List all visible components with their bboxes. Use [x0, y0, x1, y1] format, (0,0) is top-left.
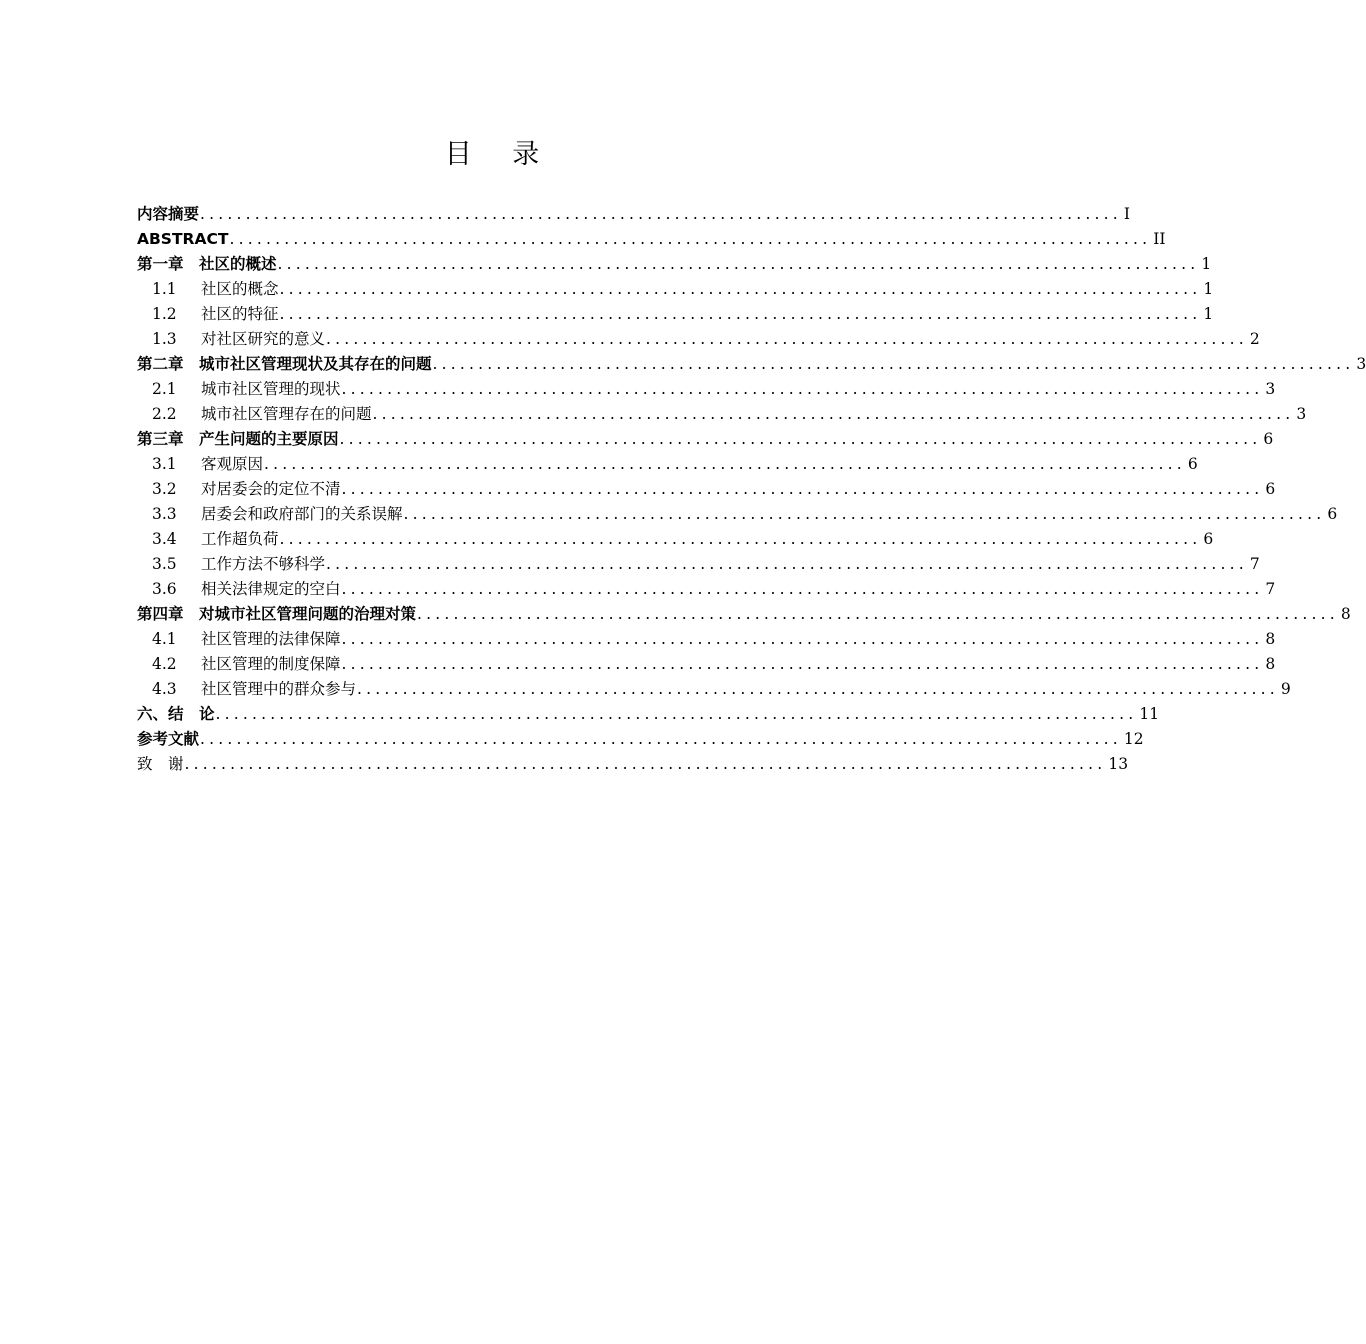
toc-page-number: 3 [1356, 355, 1366, 373]
toc-section-number: 3.2 [152, 480, 177, 498]
toc-entry-label: 工作超负荷 [201, 530, 279, 548]
toc-section-2-1[interactable] [152, 375, 1276, 399]
toc-leader-dots: ..................................................................................................... [357, 680, 1279, 698]
toc-section-number: 2.1 [152, 380, 177, 398]
toc-page-number: 7 [1265, 580, 1276, 598]
toc-leader-dots: ..................................................................................................... [184, 755, 1107, 773]
toc-leader-dots: ..................................................................................................... [341, 655, 1264, 673]
toc-entry-label: ABSTRACT [137, 230, 229, 248]
toc-page-number: 2 [1249, 330, 1260, 348]
toc-entry-label: 对居委会的定位不清 [201, 480, 341, 498]
toc-entry-label: 六、结 论 [137, 705, 215, 723]
toc-leader-dots: ..................................................................................................... [279, 280, 1202, 298]
toc-section-number: 3.5 [152, 555, 177, 573]
toc-page-number: 6 [1187, 455, 1198, 473]
toc-page-number: I [1123, 205, 1130, 223]
toc-chapter-3[interactable] [137, 425, 1274, 449]
toc-section-number: 1.2 [152, 305, 177, 323]
toc-entry-label: 致 谢 [137, 755, 184, 773]
toc-page-number: 6 [1263, 430, 1274, 448]
toc-section-3-1[interactable] [152, 450, 1198, 474]
toc-chapter-1[interactable] [137, 250, 1212, 274]
toc-page-number: 6 [1203, 530, 1214, 548]
toc-leader-dots: ..................................................................................................... [372, 405, 1295, 423]
toc-page-number: 6 [1265, 480, 1276, 498]
toc-leader-dots: ..................................................................................................... [341, 480, 1264, 498]
toc-entry-label: 居委会和政府部门的关系误解 [201, 505, 403, 523]
toc-section-1-3[interactable] [152, 325, 1260, 349]
toc-page-number: 1 [1203, 280, 1214, 298]
toc-entry-label: 社区的特征 [201, 305, 279, 323]
toc-leader-dots: ..................................................................................................... [264, 455, 1186, 473]
toc-chapter-2[interactable] [137, 350, 1366, 374]
toc-leader-dots: ..................................................................................................... [215, 705, 1138, 723]
toc-leader-dots: ..................................................................................................... [277, 255, 1200, 273]
toc-entry-label: 对社区研究的意义 [201, 330, 326, 348]
toc-entry-references[interactable] [137, 725, 1144, 749]
toc-section-number: 1.3 [152, 330, 177, 348]
toc-chapter-4[interactable] [137, 600, 1351, 624]
toc-section-number: 3.4 [152, 530, 177, 548]
toc-page-number: 3 [1265, 380, 1276, 398]
toc-section-4-2[interactable] [152, 650, 1276, 674]
toc-section-1-1[interactable] [152, 275, 1214, 299]
toc-page-number: 7 [1249, 555, 1260, 573]
toc-entry-abstract-cn[interactable] [137, 200, 1130, 224]
toc-section-2-2[interactable] [152, 400, 1307, 424]
toc-page-number: 8 [1265, 655, 1276, 673]
toc-entry-label: 社区管理的制度保障 [201, 655, 341, 673]
toc-section-3-5[interactable] [152, 550, 1260, 574]
toc-entry-label: 工作方法不够科学 [201, 555, 326, 573]
toc-section-3-3[interactable] [152, 500, 1338, 524]
toc-leader-dots: ..................................................................................................... [432, 355, 1355, 373]
toc-entry-label: 城市社区管理的现状 [201, 380, 341, 398]
toc-leader-dots: ..................................................................................................... [341, 380, 1264, 398]
toc-entry-label: 参考文献 [137, 730, 200, 748]
toc-section-number: 4.2 [152, 655, 177, 673]
toc-section-3-4[interactable] [152, 525, 1214, 549]
toc-page-number: 13 [1108, 755, 1129, 773]
toc-leader-dots: ..................................................................................................... [200, 730, 1122, 748]
toc-page-number: 8 [1265, 630, 1276, 648]
toc-leader-dots: ..................................................................................................... [279, 305, 1202, 323]
toc-section-3-2[interactable] [152, 475, 1276, 499]
toc-page-number: II [1153, 230, 1166, 248]
toc-entry-label: 第三章 产生问题的主要原因 [137, 430, 339, 448]
toc-entry-label: 城市社区管理存在的问题 [201, 405, 372, 423]
toc-entry-label: 社区的概念 [201, 280, 279, 298]
toc-leader-dots: ..................................................................................................... [403, 505, 1326, 523]
toc-section-number: 3.1 [152, 455, 177, 473]
toc-entry-abstract-en[interactable] [137, 225, 1166, 249]
toc-entry-label: 客观原因 [201, 455, 264, 473]
toc-leader-dots: ..................................................................................................... [341, 630, 1264, 648]
toc-section-number: 4.1 [152, 630, 177, 648]
toc-leader-dots: ..................................................................................................... [339, 430, 1262, 448]
toc-section-number: 4.3 [152, 680, 177, 698]
toc-page-number: 12 [1123, 730, 1144, 748]
toc-entry-label: 社区管理中的群众参与 [201, 680, 357, 698]
toc-page-number: 1 [1203, 305, 1214, 323]
toc-leader-dots: ..................................................................................................... [341, 580, 1264, 598]
page-title: 目 录 [444, 139, 556, 170]
toc-section-1-2[interactable] [152, 300, 1214, 324]
toc-leader-dots: ..................................................................................................... [279, 530, 1202, 548]
toc-page-number: 1 [1201, 255, 1212, 273]
toc-leader-dots: ..................................................................................................... [326, 555, 1248, 573]
toc-entry-conclusion[interactable] [137, 700, 1160, 724]
toc-entry-label: 社区管理的法律保障 [201, 630, 341, 648]
toc-entry-label: 第四章 对城市社区管理问题的治理对策 [137, 605, 417, 623]
toc-entry-label: 相关法律规定的空白 [201, 580, 341, 598]
toc-entry-label: 第一章 社区的概述 [137, 255, 277, 273]
toc-page-number: 8 [1340, 605, 1351, 623]
toc-entry-acknowledgements[interactable] [137, 750, 1129, 774]
toc-entry-label: 内容摘要 [137, 205, 200, 223]
toc-page-number: 6 [1327, 505, 1338, 523]
toc-leader-dots: ..................................................................................................... [229, 230, 1152, 248]
toc-page-number: 9 [1280, 680, 1291, 698]
toc-section-4-3[interactable] [152, 675, 1291, 699]
toc-entry-label: 第二章 城市社区管理现状及其存在的问题 [137, 355, 432, 373]
toc-page-number: 11 [1139, 705, 1160, 723]
toc-page-number: 3 [1296, 405, 1307, 423]
toc-leader-dots: ..................................................................................................... [200, 205, 1122, 223]
toc-section-number: 1.1 [152, 280, 177, 298]
toc-leader-dots: ..................................................................................................... [417, 605, 1339, 623]
toc-section-number: 2.2 [152, 405, 177, 423]
toc-section-3-6[interactable] [152, 575, 1276, 599]
toc-leader-dots: ..................................................................................................... [326, 330, 1248, 348]
toc-section-number: 3.3 [152, 505, 177, 523]
toc-section-4-1[interactable] [152, 625, 1276, 649]
toc-section-number: 3.6 [152, 580, 177, 598]
